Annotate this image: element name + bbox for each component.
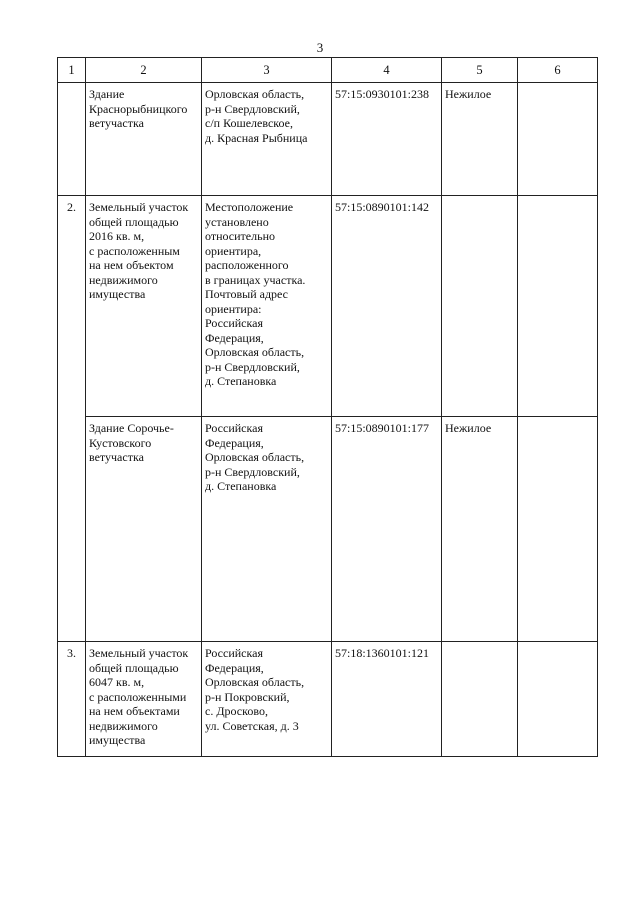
object-type [442,642,518,757]
cadastral-number: 57:15:0890101:142 [332,196,442,417]
cadastral-number: 57:15:0890101:177 [332,417,442,642]
property-table [57,57,598,757]
column-header: 3 [202,58,332,83]
cadastral-number: 57:18:1360101:121 [332,642,442,757]
object-type: Нежилое [442,417,518,642]
object-address: Местоположение установлено относительно ориентира, расположенного в границах участка. Почтовый адрес ориентира: Российская Федерация, Орловская область, р-н Свердловский, д. Степановка [202,196,332,417]
column-header: 4 [332,58,442,83]
object-name: Здание Краснорыбницкого ветучастка [86,83,202,196]
note-cell [518,417,598,642]
cadastral-number: 57:15:0930101:238 [332,83,442,196]
note-cell [518,642,598,757]
object-name: Земельный участок общей площадью 6047 кв. м, с расположенными на нем объектами недвижимого имущества [86,642,202,757]
note-cell [518,83,598,196]
table-header-row [58,58,598,83]
note-cell [518,196,598,417]
object-name: Здание Сорочье- Кустовского ветучастка [86,417,202,642]
object-type [442,196,518,417]
row-number [58,83,86,196]
row-number: 3. [58,642,86,757]
object-address: Российская Федерация, Орловская область, р-н Свердловский, д. Степановка [202,417,332,642]
object-name: Земельный участок общей площадью 2016 кв. м, с расположенным на нем объектом недвижимого имущества [86,196,202,417]
column-header: 2 [86,58,202,83]
page-number: 3 [316,40,324,55]
object-type: Нежилое [442,83,518,196]
column-header: 1 [58,58,86,83]
object-address: Орловская область, р-н Свердловский, с/п Кошелевское, д. Красная Рыбница [202,83,332,196]
column-header: 6 [518,58,598,83]
row-number [58,417,86,642]
object-address: Российская Федерация, Орловская область, р-н Покровский, с. Дросково, ул. Советская, д. 3 [202,642,332,757]
table-row [58,83,598,196]
table-row [58,642,598,757]
table-row [58,196,598,417]
table-row [58,417,598,642]
row-number: 2. [58,196,86,417]
column-header: 5 [442,58,518,83]
